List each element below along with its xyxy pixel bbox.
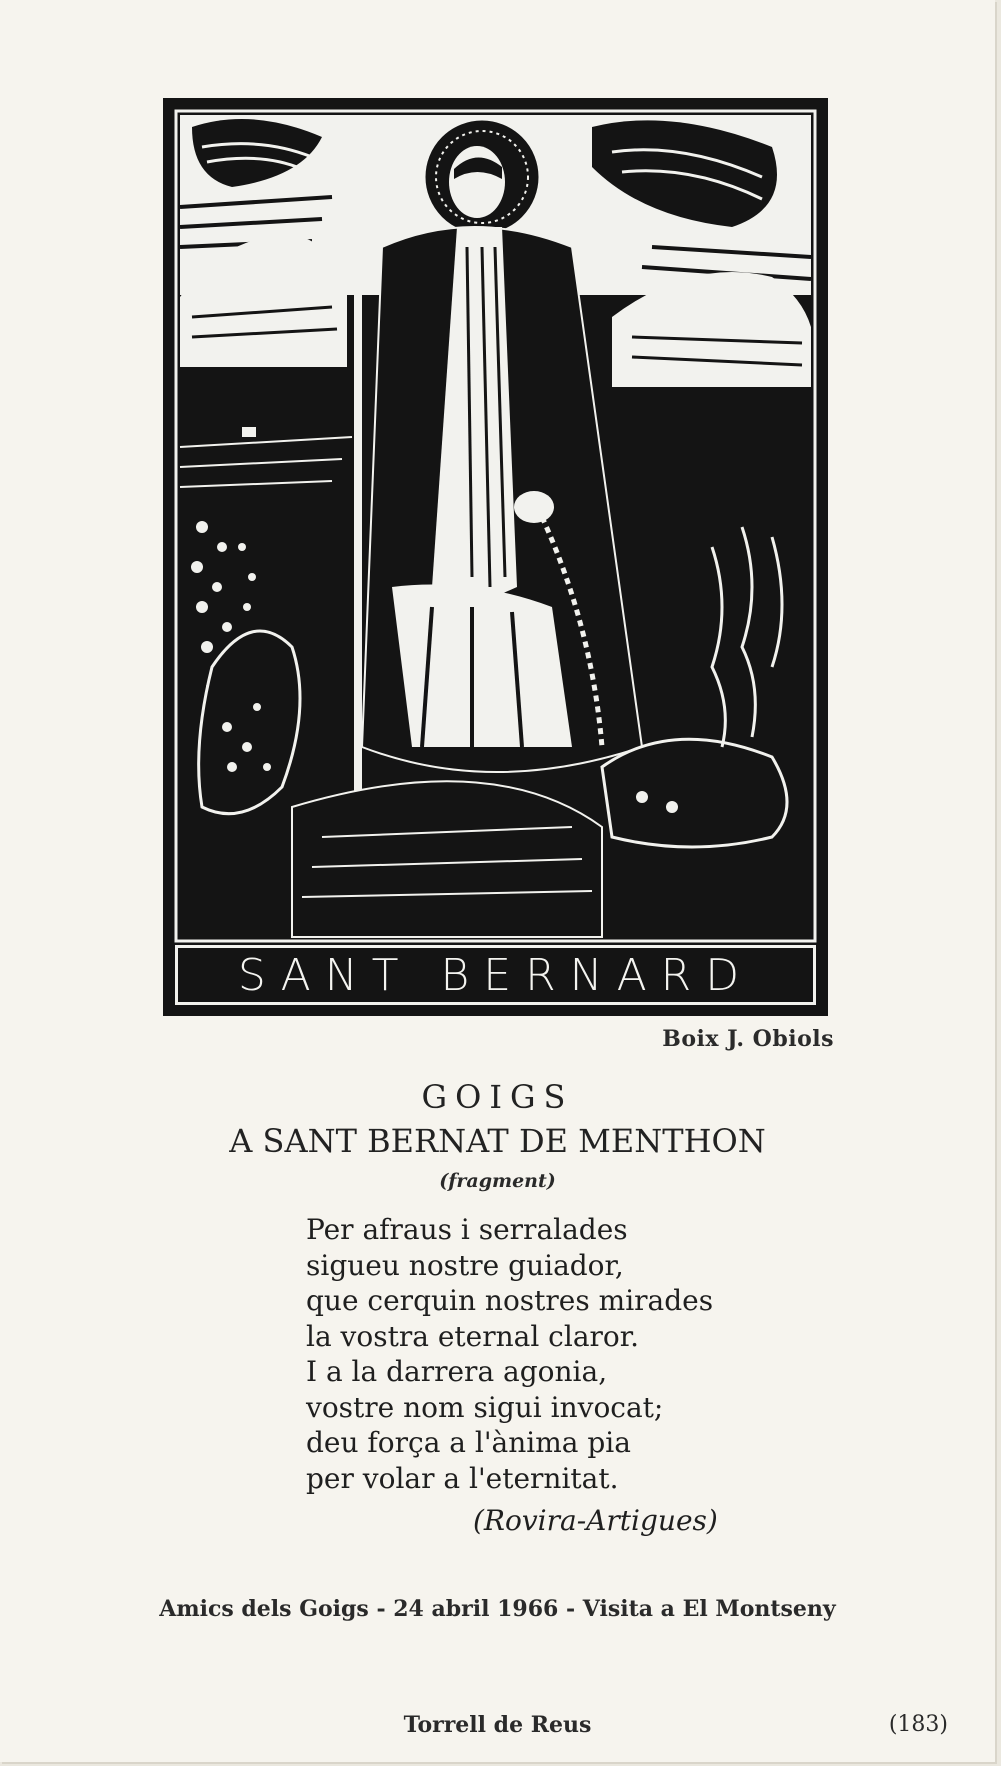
verse-line: sigueu nostre guiador, <box>306 1248 624 1282</box>
verse-line: deu força a l'ànima pia <box>306 1426 631 1459</box>
fragment-note: (fragment) <box>439 1170 556 1192</box>
woodcut-saint-illustration <box>172 107 819 1007</box>
printer-name: Torrell de Reus <box>403 1712 592 1738</box>
verse-line: per volar a l'eternitat. <box>306 1461 619 1495</box>
card-number: (183) <box>888 1712 948 1737</box>
page-title: GOIGS <box>421 1078 574 1116</box>
woodcut-print <box>163 98 828 1016</box>
print-caption-box <box>175 945 816 1005</box>
verse-line: Per afraus i serralades <box>306 1213 628 1246</box>
event-line: Amics dels Goigs - 24 abril 1966 - Visita a El Montseny <box>159 1596 836 1622</box>
print-caption: SANT BERNARD <box>237 949 754 1001</box>
verse-author: (Rovira-Artigues) <box>473 1504 718 1537</box>
verse-line: vostre nom sigui invocat; <box>306 1390 664 1424</box>
page-subtitle: A SANT BERNAT DE MENTHON <box>229 1122 766 1160</box>
verse-block <box>306 1212 713 1496</box>
verse-line: I a la darrera agonia, <box>306 1355 608 1388</box>
verse-line: que cerquin nostres mirades <box>306 1284 714 1317</box>
verse-line: la vostra eternal claror. <box>306 1319 639 1353</box>
artist-credit: Boix J. Obiols <box>662 1026 834 1052</box>
